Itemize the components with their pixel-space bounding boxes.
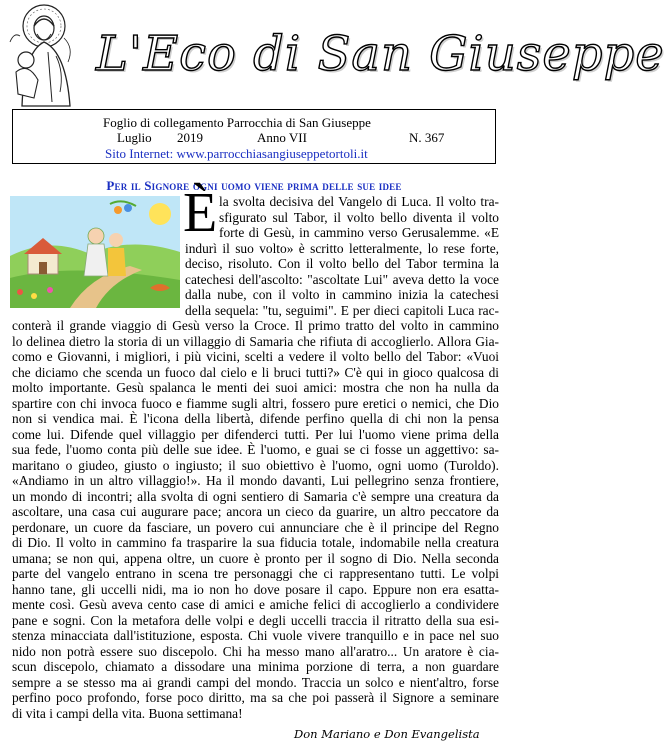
article-line: spartire con chi invoca fuoco e fiamme sugli altri, fossero pure eretici o nemici, che Dio	[12, 395, 499, 411]
info-box	[12, 109, 496, 164]
article-line: di Dio. Il volto in cammino fa trasparire la sua fiducia totale, indomabile nella creatura	[12, 535, 499, 550]
article-line: scun discepolo, chiamato a dissodare una minima porzione di terra, a non guardare	[12, 659, 499, 674]
article-line: dalla nube, con il volto in cammino inizia la catechesi	[185, 287, 499, 302]
newsletter-subtitle: Foglio di collegamento Parrocchia di San Giuseppe	[103, 115, 371, 130]
article-line: conterà il grande viaggio di Gesù verso la Croce. Il primo tratto del volto in cammino	[12, 318, 499, 333]
article-line: maritano o giudeo, giusto o ingiusto; il suo obiettivo è l'uomo, ogni uomo (Turoldo).	[12, 457, 499, 473]
article-line: mente così. Gesù aveva cento case di amici e amiche felici di accoglierlo a condividere	[12, 597, 499, 612]
issue-volume: Anno VII	[257, 130, 307, 145]
article-line: nido non potrà essere suo discepolo. Chi ha messo mano all'aratro... Un aratore è cia-	[12, 643, 499, 659]
article-line: sfigurato sul Tabor, il volto bello diventa il volto	[219, 209, 499, 225]
article-line: «Andiamo in un altro villaggio!». Ha il mondo davanti, Lui pellegrino senza frontiere,	[12, 473, 499, 488]
article-line: parte del vangelo entrano in scena tre personaggi che ci rappresentano tutti. Le volpi	[12, 566, 499, 581]
article-line: indurì il suo volto» è scritto letteralmente, lo rese forte,	[185, 240, 499, 256]
website-link[interactable]: Sito Internet: www.parrocchiasangiuseppetortoli.it	[105, 146, 368, 161]
article-headline: Per il Signore ogni uomo viene prima delle sue idee	[106, 178, 402, 193]
article-line: hanno tane, gli uccelli nidi, ma io non ho dove posare il capo. Eppure non era esatta-	[12, 581, 499, 597]
masthead-title: L'Eco di San Giuseppe	[96, 26, 665, 82]
article-line: sempre a se stesso ma ai grandi campi del mondo. Traccia un solco e nient'altro, forse	[12, 674, 499, 690]
article-line: perdonare, un cuore da fasciare, un povero cui annunciare che è il principe del Regno	[12, 519, 499, 535]
drop-cap: È	[183, 182, 218, 244]
issue-number: N. 367	[409, 130, 445, 145]
article-line: di vita i campi della vita. Buona settimana!	[12, 705, 243, 721]
article-line: perfino poco profondo, forse poco diritto, ma sa che poi passerà il Signore a seminare	[12, 690, 499, 705]
article-line: che diciamo che scenda un fuoco dal cielo e li bruci tutti?» C'è qui in gioco qualcosa di	[12, 364, 499, 380]
article-line: la svolta decisiva del Vangelo di Luca. Il volto tra-	[219, 194, 499, 209]
article-line: ascoltare, una casa cui augurare pace; ancora un cieco da guarire, un altro peccatore da	[12, 504, 499, 519]
issue-month: Luglio	[117, 130, 152, 145]
article-line: stenza minacciata dall'istituzione, esposta. Chi vuole vivere tranquillo e in pace nel suo	[12, 628, 499, 643]
article-line: lo delinea dietro la storia di un villaggio di Samaria che rifiuta di accoglierlo. Allora Gia-	[12, 333, 499, 349]
article-line: non si vendica mai. È l'icona della libertà, difende perfino quella di chi non la pensa	[12, 411, 499, 426]
article-line: pane e sogni. Con la metafora delle volpi e degli uccelli traccia il ritratto della sua esi-	[12, 612, 499, 628]
article-line: umana; se non qui, appena oltre, un cuore è pronto per il sogno di Dio. Nella seconda	[12, 550, 499, 566]
article-line: come lui. Difende quel villaggio per difenderci tutti. Per lui l'uomo viene prima della	[12, 426, 499, 442]
article-illustration	[10, 196, 180, 308]
article-line: forte di Gesù, in cammino verso Gerusalemme. «E	[219, 225, 499, 240]
article-line: molto importante. Gesù spalanca le menti dei suoi amici: mostra che non ha nulla da	[12, 380, 499, 395]
issue-year: 2019	[177, 130, 203, 145]
article-line: un mondo di incontri; alla svolta di ogni sentiero di Samaria c'è sempre una creatura da	[12, 488, 499, 504]
saint-joseph-logo	[4, 2, 86, 106]
article-line: catechesi dell'ascolto: "ascoltate Lui" aveva detto la voce	[185, 271, 499, 287]
article-line: sua fede, l'uomo conta più delle sue idee. È l'uomo, e guai se ci fosse un aggettivo: sa-	[12, 442, 499, 457]
article-line: como e Giovanni, i migliori, i più vicini, scelti a vedere il volto bello del Tabor: «Vuoi	[12, 349, 499, 364]
article-line: della sequela: "tu, seguimi". E per dieci capitoli Luca rac-	[185, 302, 499, 318]
signature: Don Mariano e Don Evangelista	[294, 727, 480, 741]
article-line: deciso, risoluto. Con il volto bello del Tabor termina la	[185, 256, 499, 271]
